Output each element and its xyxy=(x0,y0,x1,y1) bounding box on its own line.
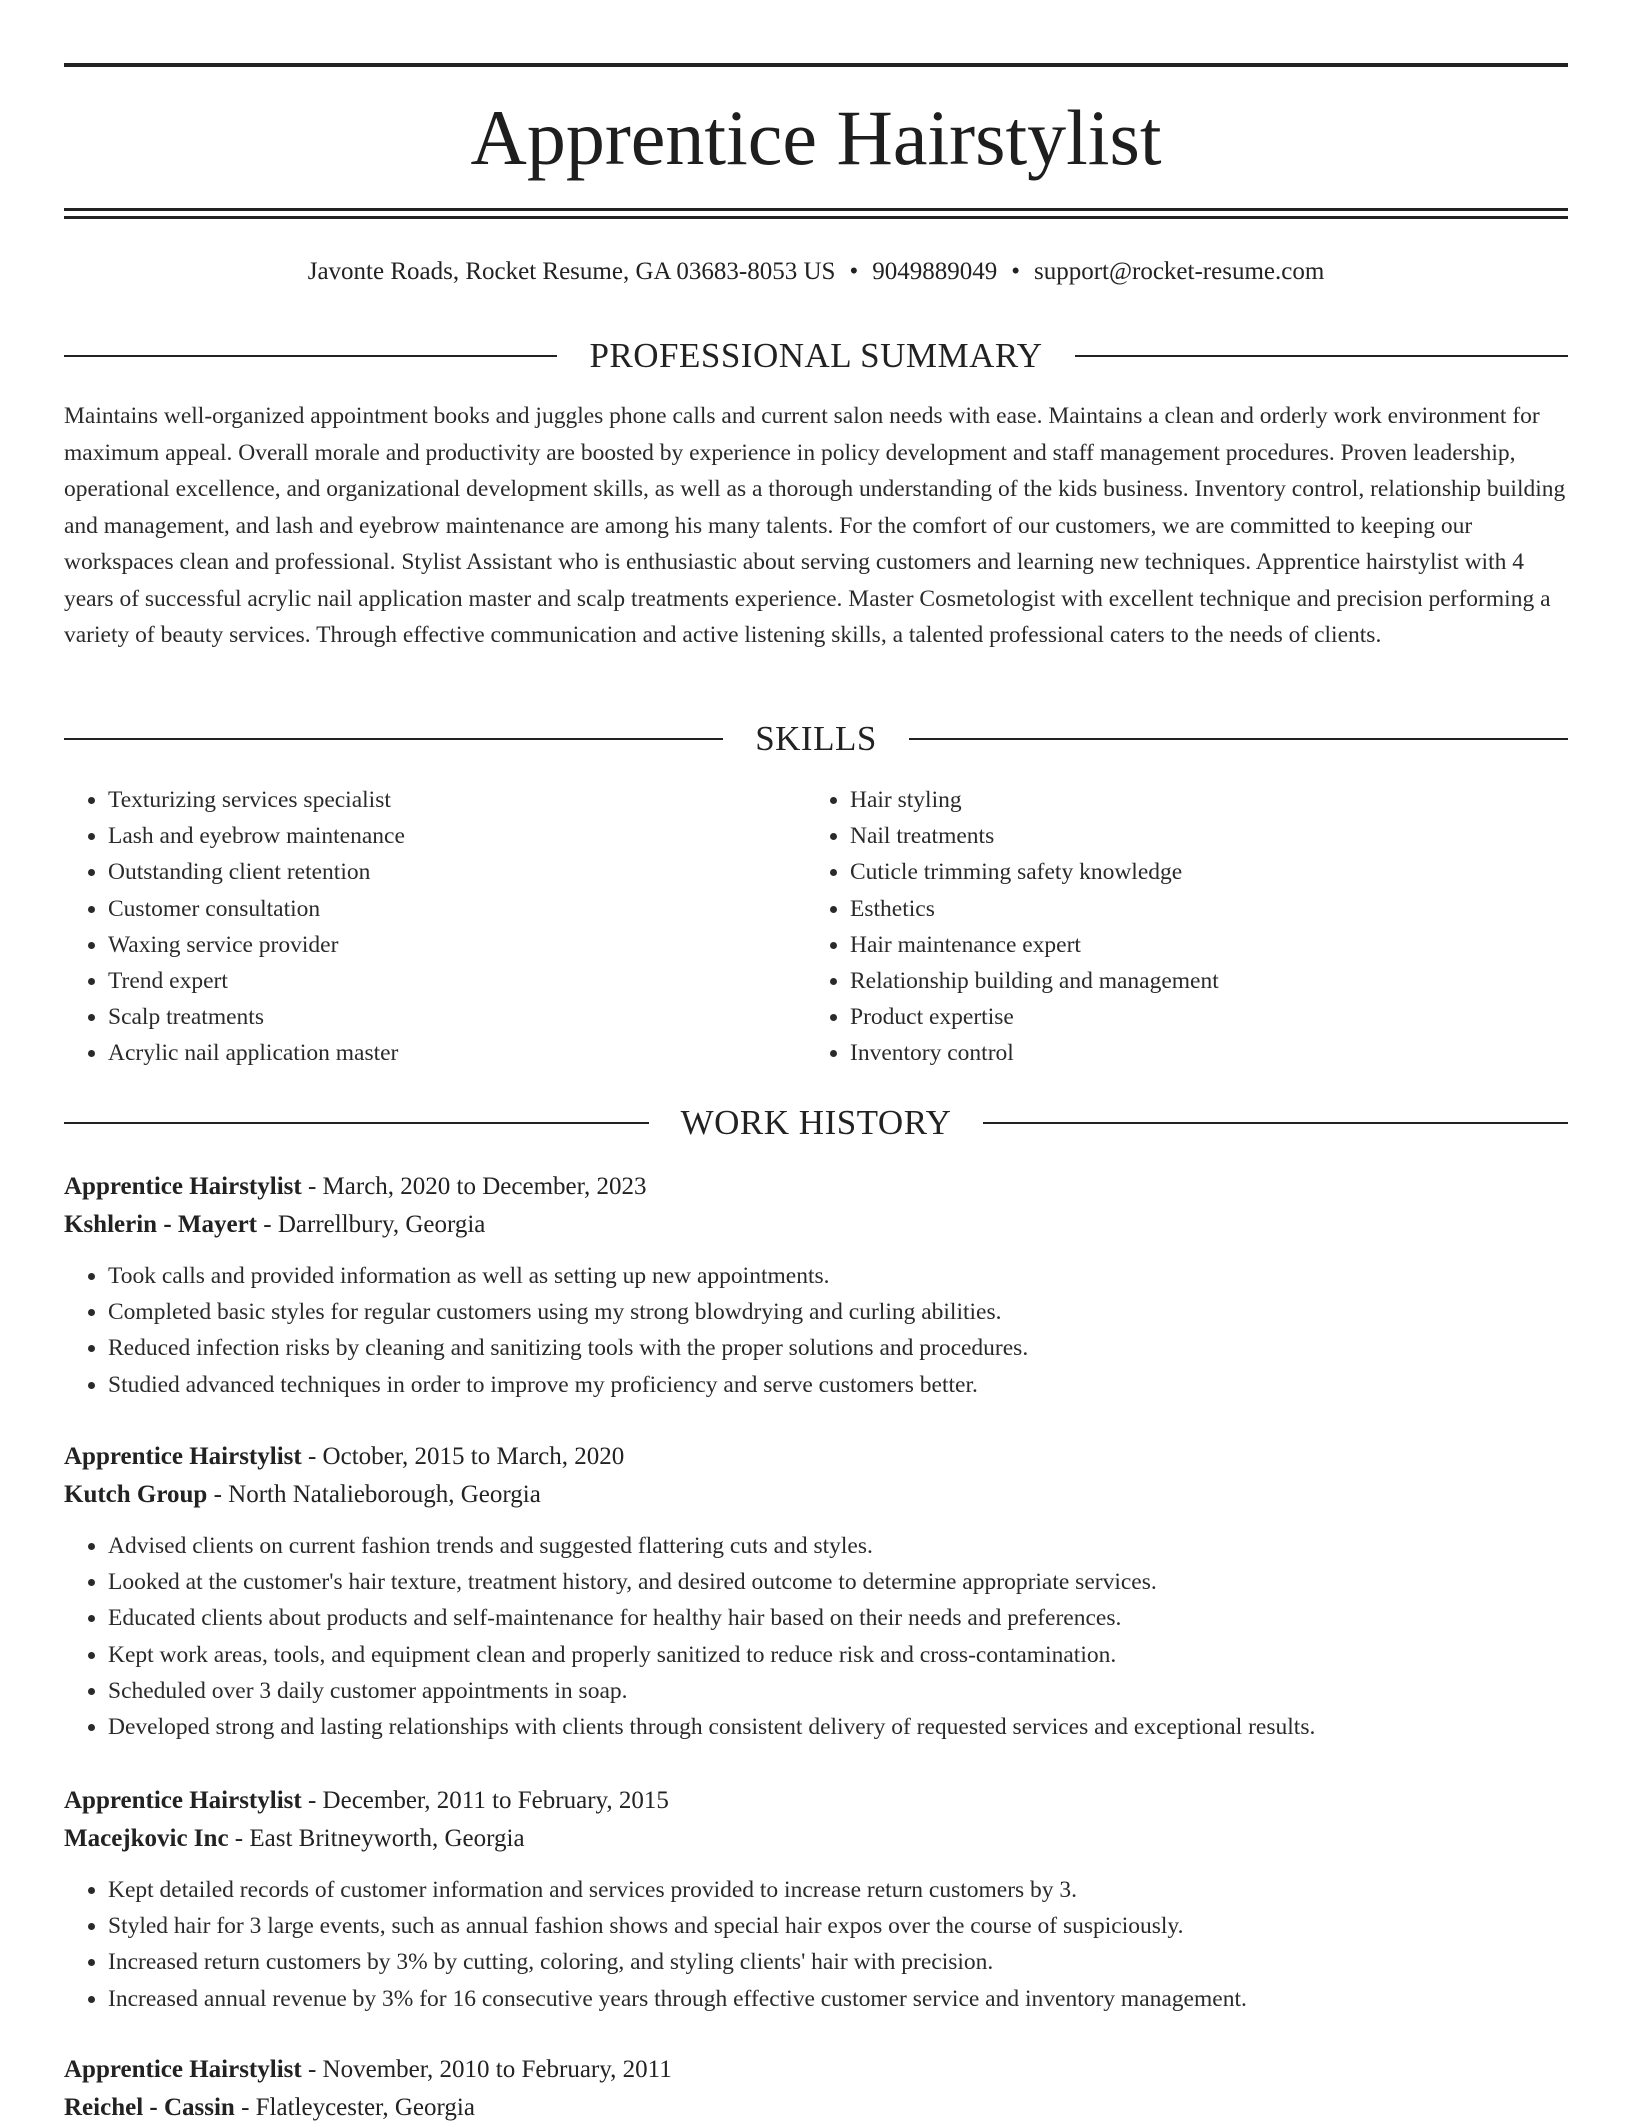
contact-phone: 9049889049 xyxy=(872,258,998,285)
job-title: Apprentice Hairstylist xyxy=(64,1443,302,1470)
skill-item: • Lash and eyebrow maintenance xyxy=(108,818,806,854)
skill-item: • Customer consultation xyxy=(108,891,806,927)
contact-separator: • xyxy=(1011,258,1020,285)
skill-item: • Inventory control xyxy=(850,1035,1548,1071)
section-heading-skills xyxy=(64,719,1568,759)
job-dates: - March, 2020 to December, 2023 xyxy=(301,1173,647,1200)
job-company-line xyxy=(64,2089,1568,2127)
job-company-line xyxy=(64,1820,1568,1858)
section-heading-work-history xyxy=(64,1103,1568,1143)
job-bullet: • Kept work areas, tools, and equipment clean and properly sanitized to reduce risk and cross-contamination. xyxy=(108,1637,1568,1673)
job-title-line xyxy=(64,2051,1568,2089)
job-location: - East Britneyworth, Georgia xyxy=(228,1825,525,1852)
header-top-rule xyxy=(64,63,1568,67)
job-bullets xyxy=(64,1528,1568,1745)
skills-list-left xyxy=(64,782,806,1072)
skill-item: • Texturizing services specialist xyxy=(108,782,806,818)
skill-item: • Scalp treatments xyxy=(108,999,806,1035)
job-title: Apprentice Hairstylist xyxy=(64,1787,302,1814)
job-bullet: • Scheduled over 3 daily customer appointments in soap. xyxy=(108,1673,1568,1709)
section-rule-right xyxy=(1075,355,1568,357)
job-location: - Flatleycester, Georgia xyxy=(234,2094,475,2121)
header-double-rule-upper xyxy=(64,208,1568,211)
job-entry xyxy=(64,2051,1568,2127)
job-bullet: • Studied advanced techniques in order to improve my proficiency and serve customers better. xyxy=(108,1367,1568,1403)
job-bullet: • Advised clients on current fashion trends and suggested flattering cuts and styles. xyxy=(108,1528,1568,1564)
summary-text: Maintains well-organized appointment books and juggles phone calls and current salon needs with ease. Maintains a clean and orderly work environment for maximum appeal. Overall morale and productivity are boosted by experience in policy development and staff management procedures. Proven leadership, operational excellence, and organizational development skills, as well as a thorough understanding of the kids business. Inventory control, relationship building and management, and lash and eyebrow maintenance are among his many talents. For the comfort of our customers, we are committed to keeping our workspaces clean and professional. Stylist Assistant who is enthusiastic about serving customers and learning new techniques. Apprentice hairstylist with 4 years of successful acrylic nail application master and scalp treatments experience. Master Cosmetologist with excellent technique and precision performing a variety of beauty services. Through effective communication and active listening skills, a talented professional caters to the needs of clients. xyxy=(64,403,1566,648)
skill-item: • Nail treatments xyxy=(850,818,1548,854)
skill-item: • Esthetics xyxy=(850,891,1548,927)
section-rule-left xyxy=(64,738,723,740)
section-heading-summary xyxy=(64,336,1568,376)
job-title-line xyxy=(64,1782,1568,1820)
skill-item: • Outstanding client retention xyxy=(108,854,806,890)
job-dates: - December, 2011 to February, 2015 xyxy=(301,1787,669,1814)
candidate-name: Apprentice Hairstylist xyxy=(470,94,1162,181)
job-title: Apprentice Hairstylist xyxy=(64,1173,302,1200)
skills-list-right xyxy=(806,782,1548,1072)
job-bullet: • Looked at the customer's hair texture, treatment history, and desired outcome to determine appropriate services. xyxy=(108,1564,1568,1600)
section-title-summary: PROFESSIONAL SUMMARY xyxy=(589,336,1043,375)
job-title: Apprentice Hairstylist xyxy=(64,2056,302,2083)
job-entry xyxy=(64,1168,1568,1403)
job-bullet: • Educated clients about products and self-maintenance for healthy hair based on their needs and preferences. xyxy=(108,1600,1568,1636)
job-location: - Darrellbury, Georgia xyxy=(257,1211,486,1238)
contact-separator: • xyxy=(849,258,859,285)
job-entry xyxy=(64,1782,1568,2017)
job-bullet: • Styled hair for 3 large events, such as annual fashion shows and special hair expos over the course of suspiciously. xyxy=(108,1908,1568,1944)
section-rule-right xyxy=(909,738,1568,740)
job-bullet: • Increased annual revenue by 3% for 16 consecutive years through effective customer service and inventory management. xyxy=(108,1981,1568,2017)
skills-columns xyxy=(64,782,1568,1072)
job-bullets xyxy=(64,1258,1568,1403)
section-title-work-history: WORK HISTORY xyxy=(680,1103,952,1142)
contact-email[interactable]: support@rocket-resume.com xyxy=(1033,258,1325,285)
job-bullet: • Kept detailed records of customer information and services provided to increase return customers by 3. xyxy=(108,1872,1568,1908)
job-title-line xyxy=(64,1438,1568,1476)
job-bullet: • Completed basic styles for regular customers using my strong blowdrying and curling abilities. xyxy=(108,1294,1568,1330)
header-double-rule-lower xyxy=(64,216,1568,219)
job-company: Macejkovic Inc xyxy=(64,1825,229,1852)
contact-address: Javonte Roads, Rocket Resume, GA 03683-8053 US xyxy=(307,258,836,285)
job-bullets xyxy=(64,1872,1568,2017)
skill-item: • Cuticle trimming safety knowledge xyxy=(850,854,1548,890)
job-company: Kshlerin - Mayert xyxy=(64,1211,258,1238)
job-company: Reichel - Cassin xyxy=(64,2094,235,2121)
job-title-line xyxy=(64,1168,1568,1206)
job-bullet: • Reduced infection risks by cleaning and sanitizing tools with the proper solutions and procedures. xyxy=(108,1330,1568,1366)
job-dates: - October, 2015 to March, 2020 xyxy=(301,1443,625,1470)
skill-item: • Hair maintenance expert xyxy=(850,927,1548,963)
job-bullet: • Took calls and provided information as well as setting up new appointments. xyxy=(108,1258,1568,1294)
skill-item: • Acrylic nail application master xyxy=(108,1035,806,1071)
skill-item: • Waxing service provider xyxy=(108,927,806,963)
job-company-line xyxy=(64,1206,1568,1244)
skill-item: • Relationship building and management xyxy=(850,963,1548,999)
section-title-skills: SKILLS xyxy=(755,719,877,758)
job-dates: - November, 2010 to February, 2011 xyxy=(301,2056,672,2083)
job-entry xyxy=(64,1438,1568,1745)
job-bullet: • Developed strong and lasting relationships with clients through consistent delivery of requested services and exceptional results. xyxy=(108,1709,1568,1745)
job-bullet: • Increased return customers by 3% by cutting, coloring, and styling clients' hair with precision. xyxy=(108,1944,1568,1980)
skill-item: • Hair styling xyxy=(850,782,1548,818)
skill-item: • Trend expert xyxy=(108,963,806,999)
job-company-line xyxy=(64,1476,1568,1514)
job-company: Kutch Group xyxy=(64,1481,208,1508)
contact-line xyxy=(64,255,1568,289)
section-rule-right xyxy=(983,1122,1568,1124)
job-location: - North Natalieborough, Georgia xyxy=(207,1481,541,1508)
section-rule-left xyxy=(64,1122,649,1124)
skill-item: • Product expertise xyxy=(850,999,1548,1035)
section-rule-left xyxy=(64,355,557,357)
